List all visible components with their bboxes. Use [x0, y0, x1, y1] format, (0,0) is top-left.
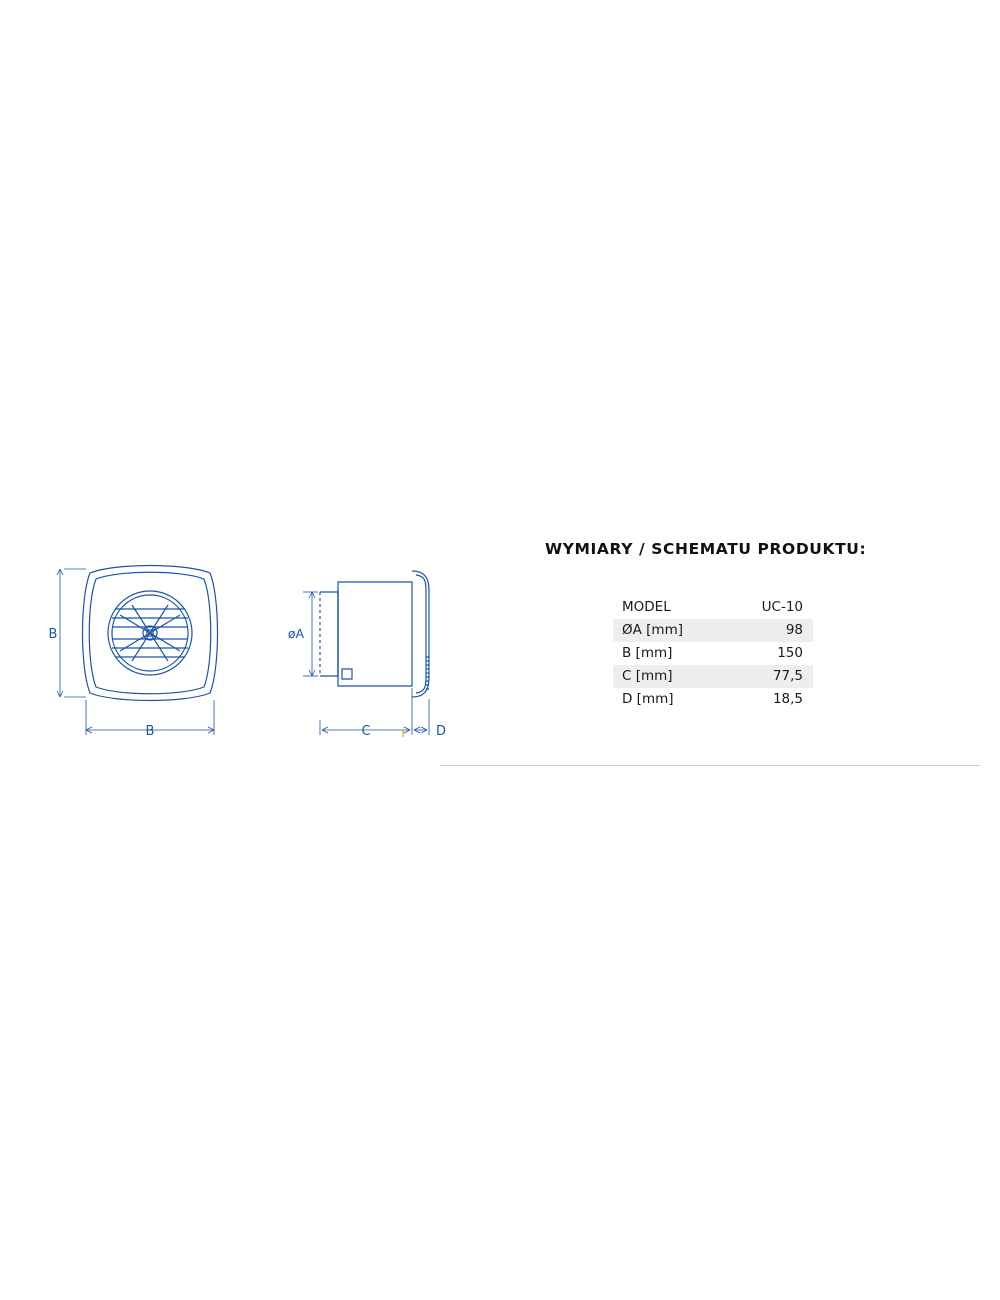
side-view-dimensions — [303, 592, 429, 735]
page-title: WYMIARY / SCHEMATU PRODUKTU: — [545, 540, 867, 558]
table-row — [613, 688, 813, 711]
row-value: 18,5 — [772, 691, 803, 707]
row-label: MODEL — [622, 599, 671, 615]
table-row — [613, 596, 813, 619]
row-label: B [mm] — [622, 645, 673, 661]
row-label: D [mm] — [622, 691, 674, 707]
row-value: 98 — [727, 619, 813, 642]
side-view-body — [320, 571, 429, 697]
row-value: 150 — [777, 645, 803, 661]
side-view-label-c: C — [361, 724, 371, 739]
table-row — [613, 619, 813, 642]
row-label: C [mm] — [613, 665, 727, 688]
front-view-label-b-bottom: B — [145, 724, 155, 739]
front-view-label-b-left: B — [48, 627, 58, 642]
section-divider — [440, 765, 980, 766]
row-value: UC-10 — [761, 599, 803, 615]
specification-panel — [540, 540, 980, 711]
front-view-body — [83, 566, 218, 701]
row-label: ØA [mm] — [613, 619, 727, 642]
dimensions-table — [613, 596, 813, 711]
table-row — [613, 642, 813, 665]
technical-drawing — [20, 545, 450, 780]
side-view-label-diameter-a: øA — [287, 626, 305, 641]
side-view-label-d: D — [435, 724, 447, 739]
row-value: 77,5 — [727, 665, 813, 688]
table-row — [613, 665, 813, 688]
